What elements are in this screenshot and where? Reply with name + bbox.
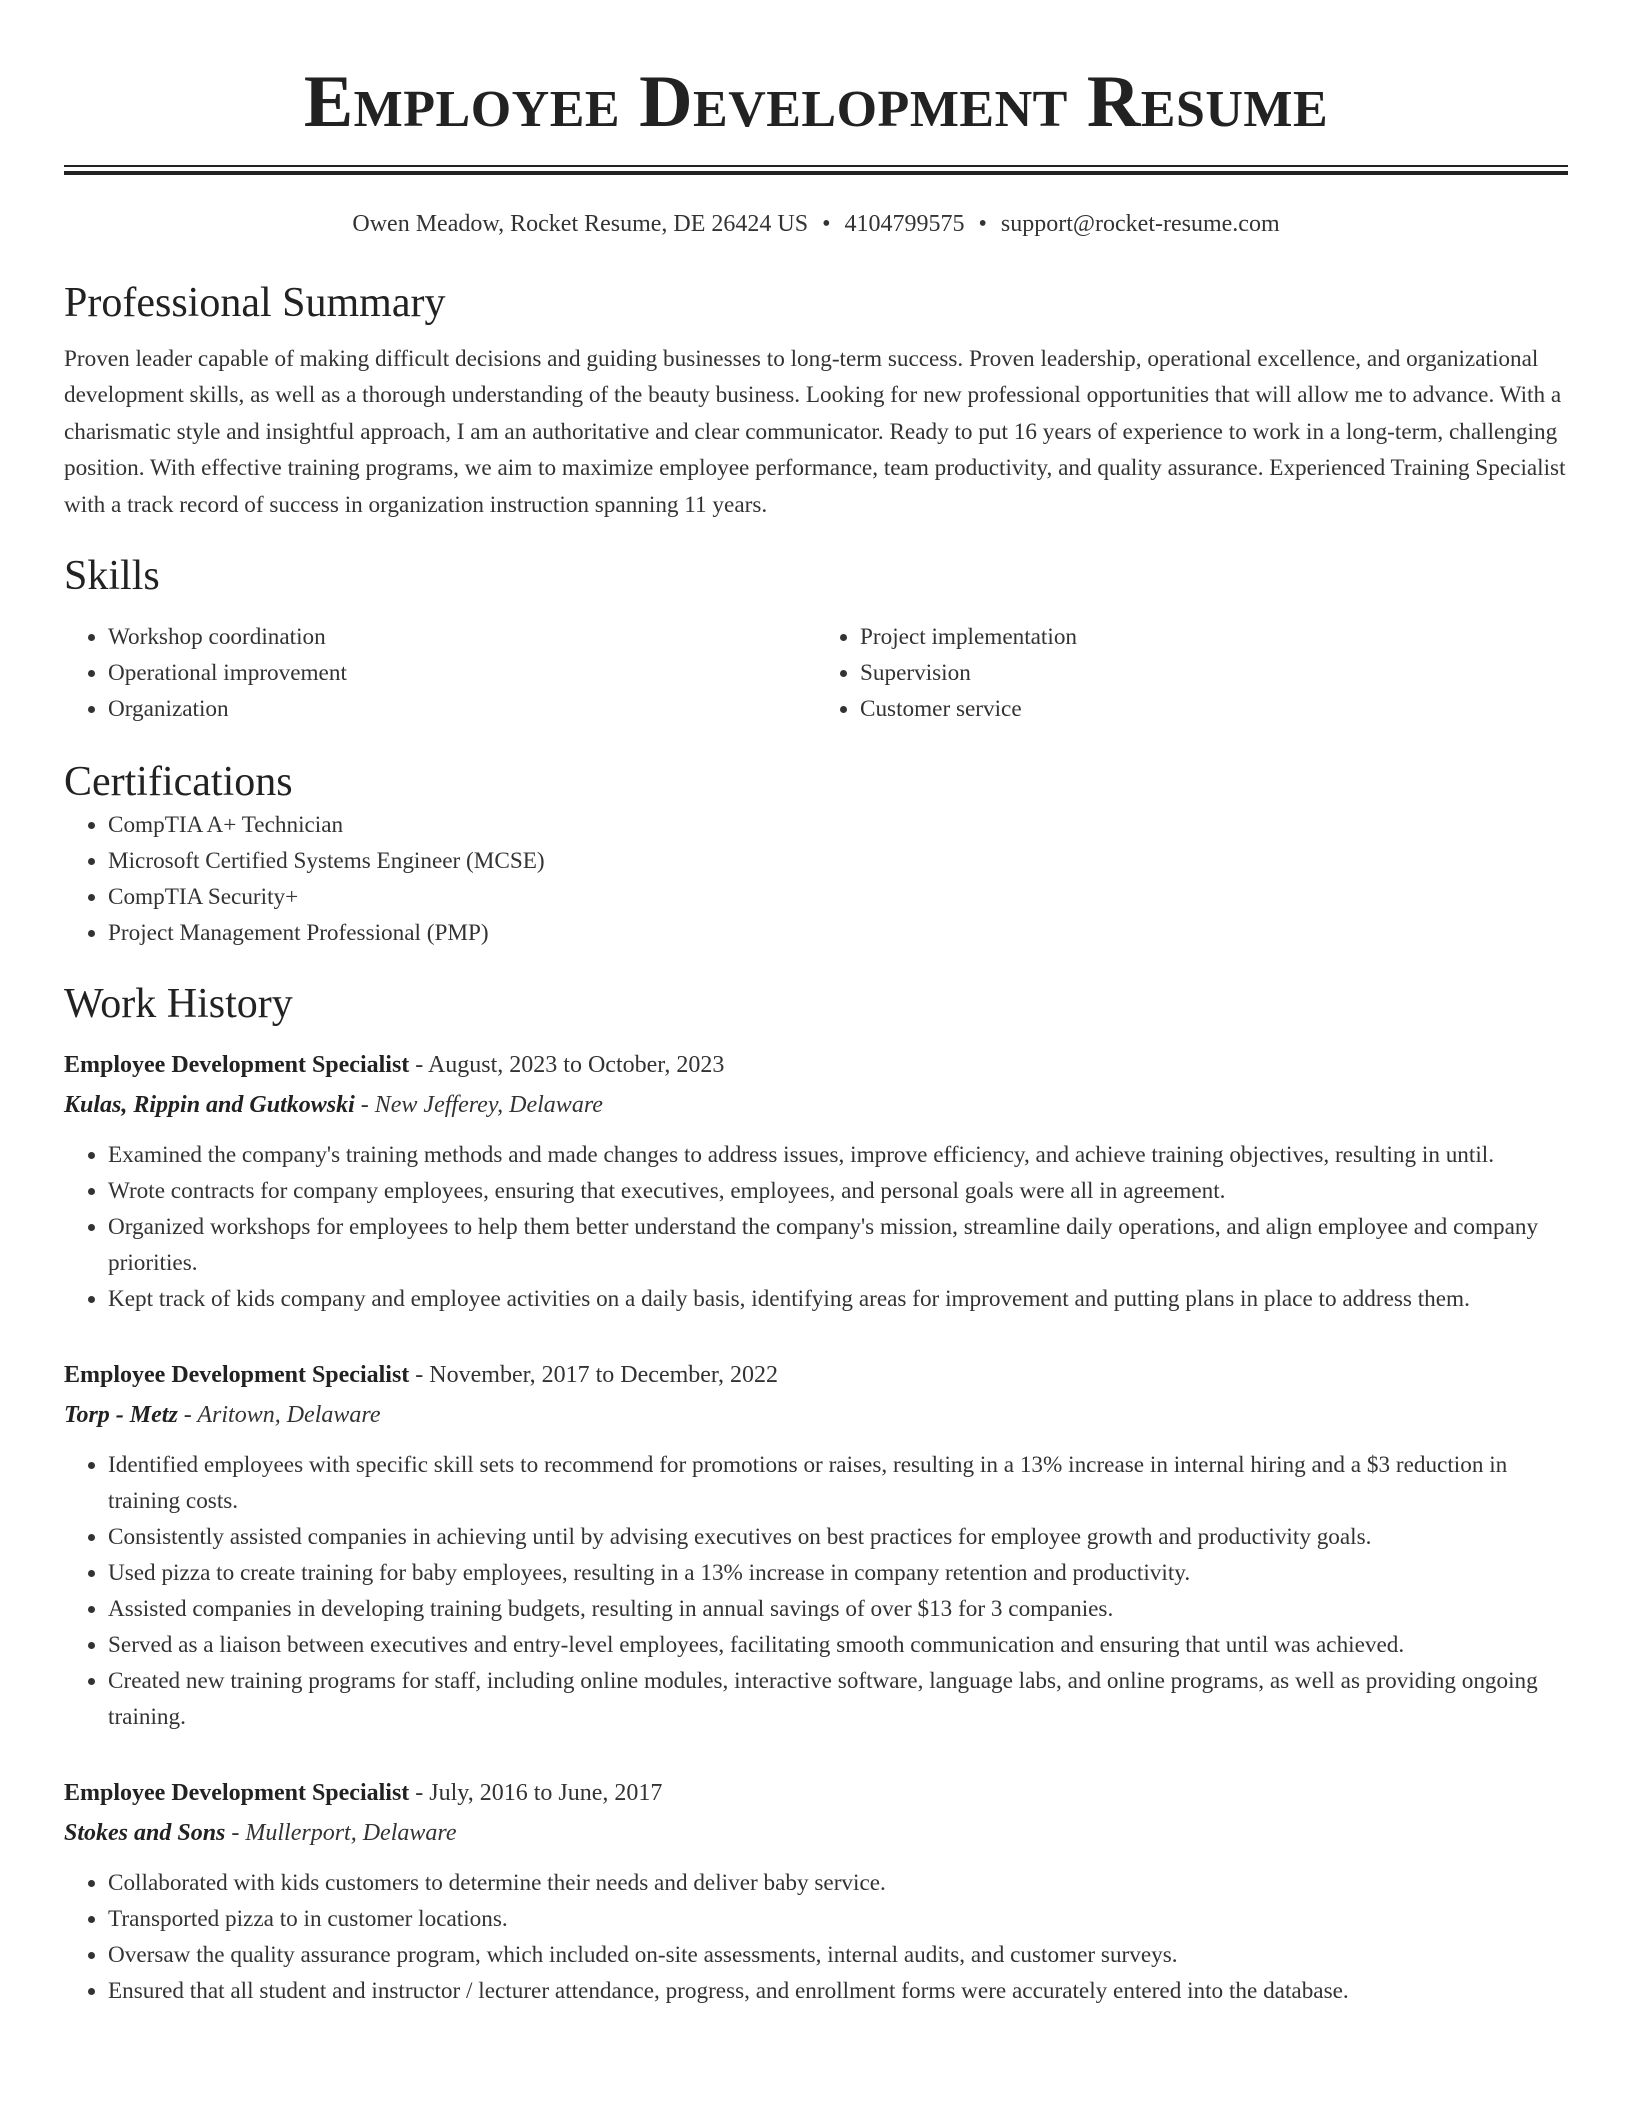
job-bullets [64, 1865, 1568, 2009]
skills-list [64, 619, 1568, 727]
company-line [64, 1395, 1568, 1435]
job-bullets [64, 1447, 1568, 1735]
job-bullet: • Assisted companies in developing training budgets, resulting in annual savings of over $13 for 3 companies. [108, 1591, 1568, 1627]
company-name: Torp - Metz [64, 1402, 178, 1429]
job-dates: August, 2023 to October, 2023 [427, 1052, 725, 1079]
job-bullet: • Consistently assisted companies in achieving until by advising executives on best practices for employee growth and productivity goals. [108, 1519, 1568, 1555]
job-bullet: • Kept track of kids company and employee activities on a daily basis, identifying areas for improvement and putting plans in place to address them. [108, 1281, 1568, 1317]
job-bullet: • Organized workshops for employees to help them better understand the company's mission, streamline daily operations, and align employee and company priorities. [108, 1209, 1568, 1281]
contact-phone: 4104799575 [844, 211, 965, 237]
skills-column-right [816, 619, 1568, 727]
skills-column-left [64, 619, 816, 727]
company-line [64, 1085, 1568, 1125]
job-bullet: • Wrote contracts for company employees, ensuring that executives, employees, and personal goals were all in agreement. [108, 1173, 1568, 1209]
contact-email: support@rocket-resume.com [1000, 211, 1280, 237]
job-bullet: • Oversaw the quality assurance program, which included on-site assessments, internal audits, and customer surveys. [108, 1937, 1568, 1973]
contact-address: Owen Meadow, Rocket Resume, DE 26424 US [352, 211, 809, 237]
company-location: Mullerport, Delaware [245, 1820, 457, 1847]
job-title-line [64, 1773, 1568, 1813]
skill-item: • Customer service [860, 691, 1568, 727]
job-title: Employee Development Specialist [64, 1052, 410, 1079]
job-bullet: • Collaborated with kids customers to determine their needs and deliver baby service. [108, 1865, 1568, 1901]
job-title-line [64, 1045, 1568, 1085]
job-bullet: • Examined the company's training methods and made changes to address issues, improve efficiency, and achieve training objectives, resulting in until. [108, 1137, 1568, 1173]
job-bullet: • Identified employees with specific skill sets to recommend for promotions or raises, resulting in a 13% increase in internal hiring and a $3 reduction in training costs. [108, 1447, 1568, 1519]
job-dates: November, 2017 to December, 2022 [429, 1362, 778, 1389]
job-separator: - [225, 1820, 246, 1847]
skills-heading: Skills [64, 553, 160, 600]
skill-item: • Organization [108, 691, 816, 727]
contact-separator: • [822, 211, 831, 237]
job-separator: - [409, 1052, 428, 1079]
company-line [64, 1813, 1568, 1853]
job-entry [64, 1045, 1568, 1317]
job-separator: - [177, 1402, 198, 1429]
job-bullet: • Transported pizza to in customer locations. [108, 1901, 1568, 1937]
certifications-list [64, 807, 1568, 951]
contact-line [64, 209, 1568, 239]
summary-text: Proven leader capable of making difficult decisions and guiding businesses to long-term success. Proven leadership, operational excellence, and organizational development skills, as well as a thorough understanding of the beauty business. Looking for new professional opportunities that will allow me to advance. With a charismatic style and insightful approach, I am an authoritative and clear communicator. Ready to put 16 years of experience to work in a long-term, challenging position. With effective training programs, we aim to maximize employee performance, team productivity, and quality assurance. Experienced Training Specialist with a track record of success in organization instruction spanning 11 years. [64, 346, 1566, 518]
certification-item: • CompTIA A+ Technician [108, 807, 1568, 843]
skill-item: • Workshop coordination [108, 619, 816, 655]
skill-item: • Operational improvement [108, 655, 816, 691]
skill-item: • Project implementation [860, 619, 1568, 655]
job-entry [64, 1773, 1568, 2009]
summary-heading: Professional Summary [64, 280, 446, 326]
work-history-heading: Work History [64, 981, 293, 1028]
job-bullet: • Ensured that all student and instructor / lecturer attendance, progress, and enrollment forms were accurately entered into the database. [108, 1973, 1568, 2009]
job-title-line [64, 1355, 1568, 1395]
job-title: Employee Development Specialist [64, 1780, 410, 1807]
job-bullets [64, 1137, 1568, 1317]
company-name: Kulas, Rippin and Gutkowski [64, 1092, 355, 1119]
company-location: New Jefferey, Delaware [374, 1092, 603, 1119]
resume-title: Employee Development Resume [303, 61, 1329, 143]
contact-separator: • [978, 211, 987, 237]
company-name: Stokes and Sons [64, 1820, 226, 1847]
certification-item: • Microsoft Certified Systems Engineer (MCSE) [108, 843, 1568, 879]
job-separator: - [409, 1362, 430, 1389]
job-title: Employee Development Specialist [64, 1362, 410, 1389]
title-divider [64, 165, 1568, 175]
job-bullet: • Created new training programs for staff, including online modules, interactive software, language labs, and online programs, as well as providing ongoing training. [108, 1663, 1568, 1735]
certification-item: • CompTIA Security+ [108, 879, 1568, 915]
job-separator: - [354, 1092, 375, 1119]
job-bullet: • Served as a liaison between executives and entry-level employees, facilitating smooth communication and ensuring that until was achieved. [108, 1627, 1568, 1663]
job-dates: July, 2016 to June, 2017 [429, 1780, 663, 1807]
skill-item: • Supervision [860, 655, 1568, 691]
certification-item: • Project Management Professional (PMP) [108, 915, 1568, 951]
job-bullet: • Used pizza to create training for baby employees, resulting in a 13% increase in company retention and productivity. [108, 1555, 1568, 1591]
certifications-heading: Certifications [64, 759, 293, 806]
company-location: Aritown, Delaware [197, 1402, 381, 1429]
job-separator: - [409, 1780, 430, 1807]
job-entry [64, 1355, 1568, 1735]
